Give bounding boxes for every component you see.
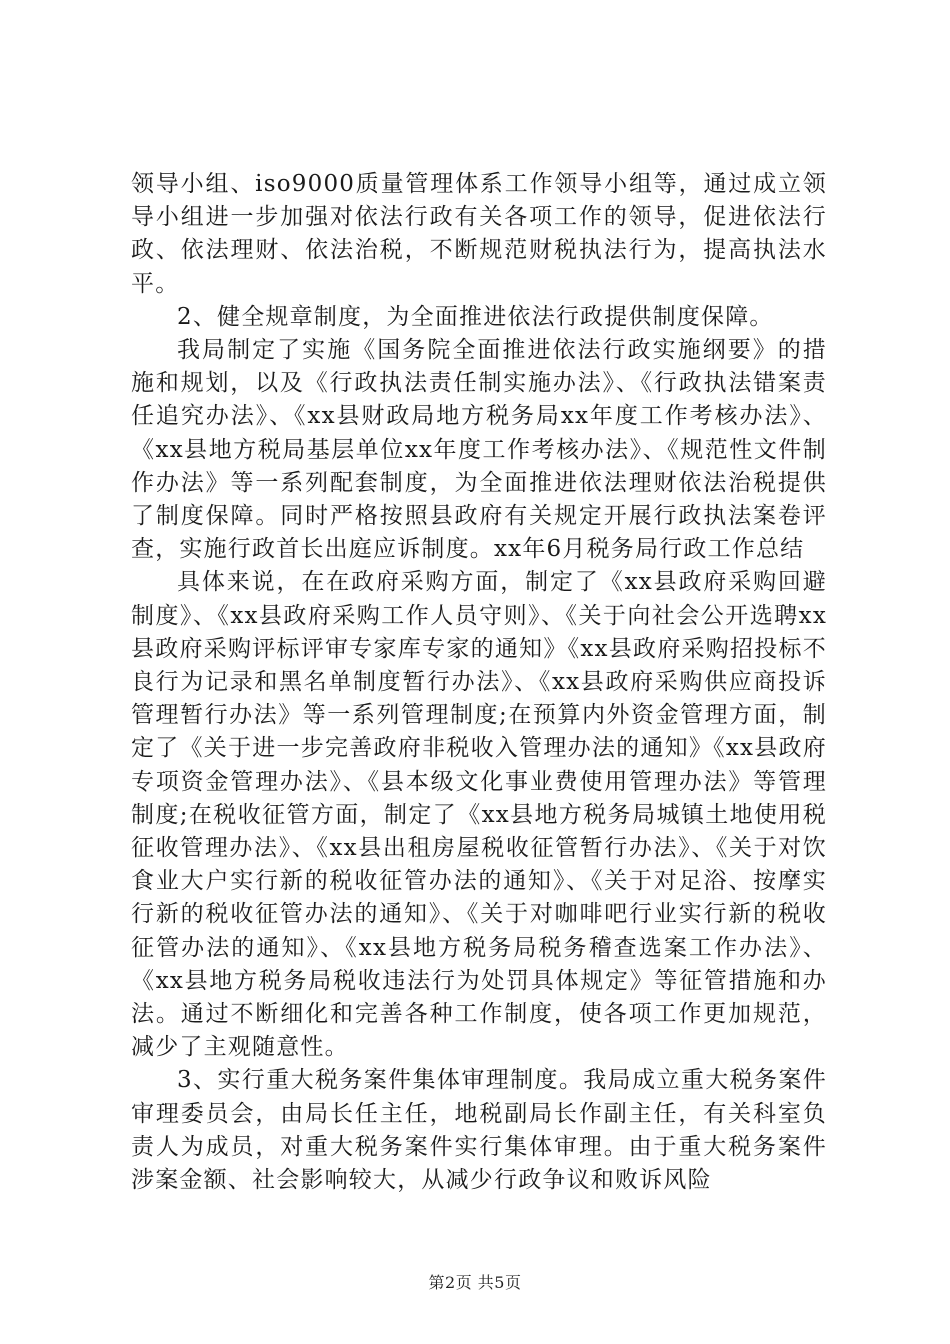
paragraph-3: 我局制定了实施《国务院全面推进依法行政实施纲要》的措施和规划，以及《行政执法责任制实施办法》、《行政执法错案责任追究办法》、《xx县财政局地方税务局xx年度工作考核办法》、《xx县地方税局基层单位xx年度工作考核办法》、《规范性文件制作办法》等一系列配套制度，为全面推进依法理财依法治税提供了制度保障。同时严格按照县政府有关规定开展行政执法案卷评查，实施行政首长出庭应诉制度。xx年6月税务局行政工作总结 — [131, 337, 827, 563]
document-body — [131, 168, 827, 1197]
paragraph-1: 领导小组、iso9000质量管理体系工作领导小组等，通过成立领导小组进一步加强对依法行政有关各项工作的领导，促进依法行政、依法理财、依法治税，不断规范财税执法行为，提高执法水平。 — [131, 171, 827, 297]
page-number-footer: 第2页 共5页 — [428, 1273, 522, 1292]
paragraph-2-heading: 2、健全规章制度，为全面推进依法行政提供制度保障。 — [177, 303, 774, 330]
paragraph-4: 具体来说，在在政府采购方面，制定了《xx县政府采购回避制度》、《xx县政府采购工作人员守则》、《关于向社会公开选聘xx县政府采购评标评审专家库专家的通知》《xx县政府采购招投标不良行为记录和黑名单制度暂行办法》、《xx县政府采购供应商投诉管理暂行办法》等一系列管理制度;在预算内外资金管理方面，制定了《关于进一步完善政府非税收入管理办法的通知》《xx县政府专项资金管理办法》、《县本级文化事业费使用管理办法》等管理制度;在税收征管方面，制定了《xx县地方税务局城镇土地使用税征收管理办法》、《xx县出租房屋税收征管暂行办法》、《关于对饮食业大户实行新的税收征管办法的通知》、《关于对足浴、按摩实行新的税收征管办法的通知》、《关于对咖啡吧行业实行新的税收征管办法的通知》、《xx县地方税务局税务稽查选案工作办法》、《xx县地方税务局税收违法行为处罚具体规定》等征管措施和办法。通过不断细化和完善各种工作制度，使各项工作更加规范，减少了主观随意性。 — [131, 569, 827, 1061]
paragraph-5-heading: 3、实行重大税务案件集体审理制度。我局成立重大税务案件审理委员会，由局长任主任，地税副局长作副主任，有关科室负责人为成员，对重大税务案件实行集体审理。由于重大税务案件涉案金额、社会影响较大，从减少行政争议和败诉风险 — [131, 1067, 827, 1194]
